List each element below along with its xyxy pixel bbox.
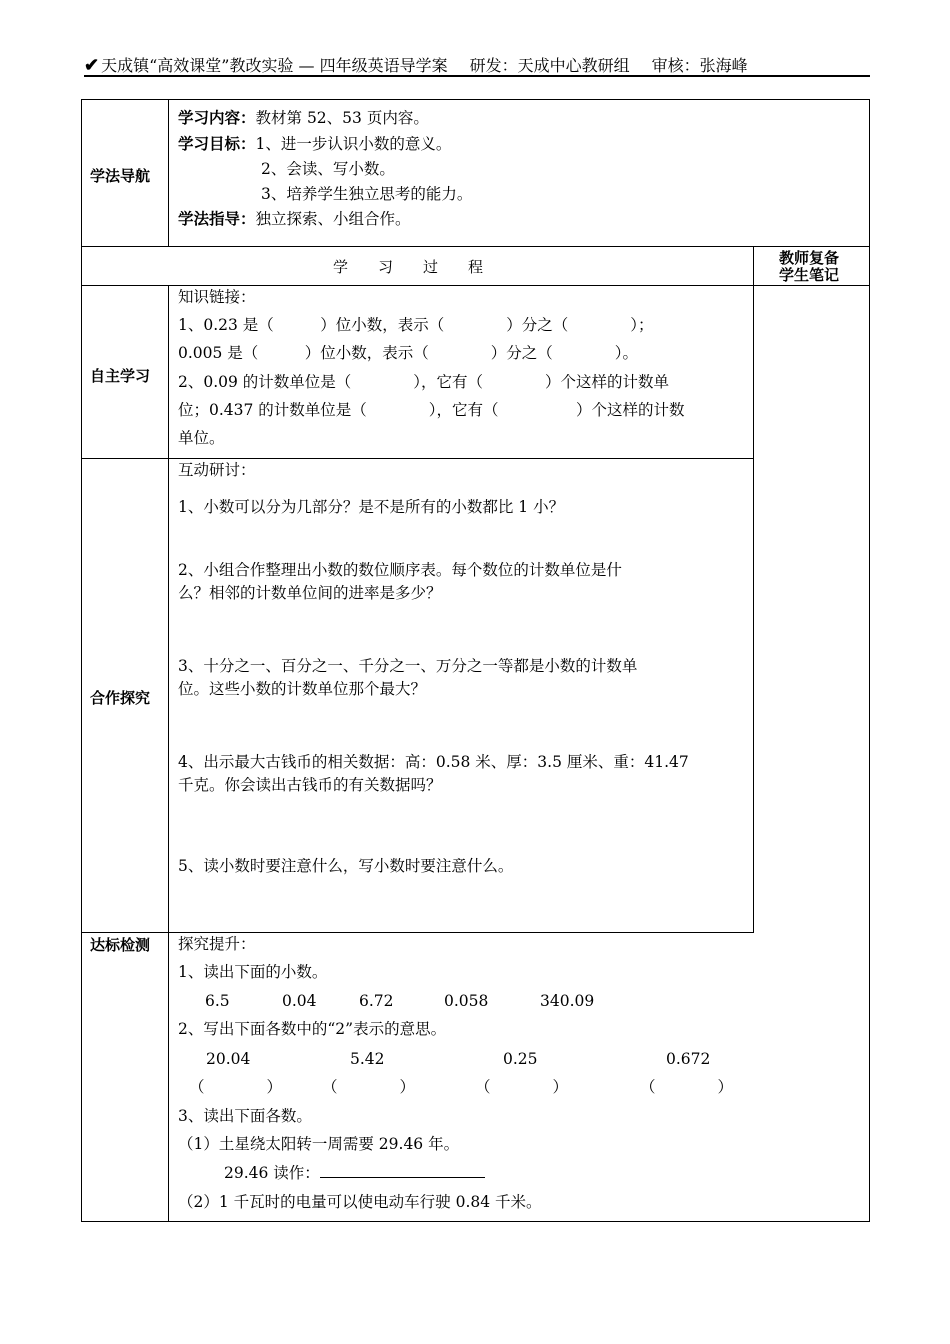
process-title: 学 习 过 程 [333, 258, 484, 276]
checkmark-icon: ✔ [84, 55, 100, 76]
coop-question: 5、读小数时要注意什么，写小数时要注意什么。 [178, 857, 514, 875]
nav-label: 学法导航 [90, 167, 151, 185]
ex3-item-2: （2）1 千瓦时的电量可以使电动车行驶 0.84 千米。 [178, 1193, 542, 1211]
page-header [84, 53, 870, 75]
ex2-number: 5.42 [350, 1050, 385, 1068]
coop-heading: 互动研讨： [178, 461, 256, 479]
ex3-item-1: （1）土星绕太阳转一周需要 29.46 年。 [178, 1135, 460, 1153]
ex2-blank: （ ） [322, 1078, 416, 1096]
ex1-number: 0.058 [444, 992, 489, 1010]
header-title: 天成镇“高效课堂”教改实验 — 四年级英语导学案 [101, 56, 448, 75]
study-content: 学习内容：教材第 52、53 页内容。 [178, 109, 429, 127]
ex1-number: 6.5 [205, 992, 230, 1010]
exercise-2: 2、写出下面各数中的“2”表示的意思。 [178, 1020, 447, 1038]
ex2-blank: （ ） [640, 1078, 734, 1096]
self-study-line: 1、0.23 是（ ）位小数，表示（ ）分之（ ）； [178, 316, 654, 334]
self-study-line: 2、0.09 的计数单位是（ ），它有（ ）个这样的计数单 [178, 373, 670, 391]
study-guide: 学法指导：独立探索、小组合作。 [178, 210, 411, 228]
ex2-blank: （ ） [189, 1078, 283, 1096]
notes-label-2: 学生笔记 [779, 266, 840, 284]
coop-question: 4、出示最大古钱币的相关数据：高：0.58 米、厚：3.5 厘米、重：41.47 [178, 753, 689, 771]
ex3-read-line: 29.46 读作： [224, 1163, 485, 1183]
coop-question: 千克。你会读出古钱币的有关数据吗？ [178, 776, 442, 794]
header-dev: 研发：天成中心教研组 [469, 56, 630, 75]
ex2-number: 0.672 [666, 1050, 711, 1068]
ex1-number: 6.72 [359, 992, 394, 1010]
ex2-number: 0.25 [503, 1050, 538, 1068]
coop-question: 么？相邻的计数单位间的进率是多少？ [178, 584, 442, 602]
self-study-line: 知识链接： [178, 288, 256, 306]
study-goal-3: 3、培养学生独立思考的能力。 [261, 185, 473, 203]
self-study-line: 位；0.437 的计数单位是（ ），它有（ ）个这样的计数 [178, 401, 685, 419]
self-study-line: 0.005 是（ ）位小数，表示（ ）分之（ ）。 [178, 344, 639, 362]
ex2-blank: （ ） [475, 1078, 569, 1096]
header-review: 审核：张海峰 [651, 56, 748, 75]
study-goal-1: 学习目标：1、进一步认识小数的意义。 [178, 135, 452, 153]
answer-blank[interactable] [320, 1163, 485, 1178]
coop-label: 合作探究 [90, 689, 151, 707]
check-label: 达标检测 [90, 936, 151, 954]
ex1-number: 0.04 [282, 992, 317, 1010]
coop-question: 1、小数可以分为几部分？是不是所有的小数都比 1 小？ [178, 498, 565, 516]
study-goal-2: 2、会读、写小数。 [261, 160, 395, 178]
self-study-label: 自主学习 [90, 367, 151, 385]
self-study-line: 单位。 [178, 429, 225, 447]
exercise-1: 1、读出下面的小数。 [178, 963, 328, 981]
ex1-number: 340.09 [540, 992, 595, 1010]
exercise-3: 3、读出下面各数。 [178, 1107, 312, 1125]
check-heading: 探究提升： [178, 935, 256, 953]
coop-question: 2、小组合作整理出小数的数位顺序表。每个数位的计数单位是什 [178, 561, 622, 579]
notes-label-1: 教师复备 [779, 249, 840, 267]
coop-question: 3、十分之一、百分之一、千分之一、万分之一等都是小数的计数单 [178, 657, 638, 675]
header-rule [84, 75, 870, 77]
ex2-number: 20.04 [206, 1050, 251, 1068]
coop-question: 位。这些小数的计数单位那个最大？ [178, 680, 427, 698]
